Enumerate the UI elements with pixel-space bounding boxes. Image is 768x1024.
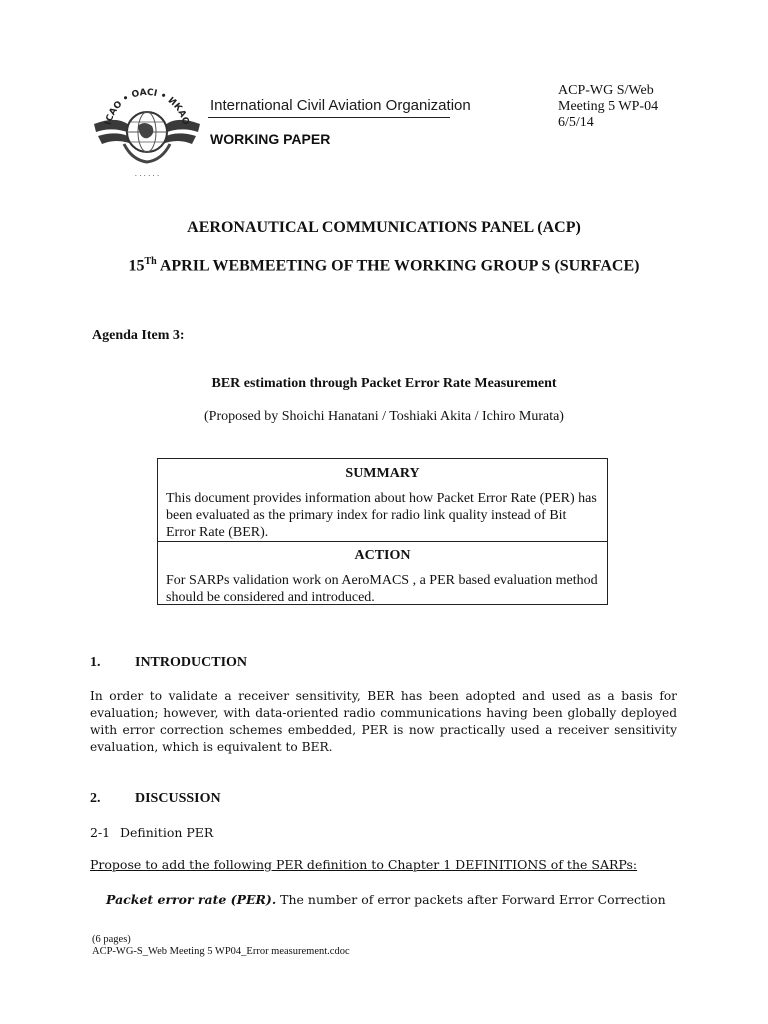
ref-line: ACP-WG S/Web [558, 83, 654, 98]
action-heading: ACTION [354, 548, 411, 563]
meeting-date-suffix: Th [144, 256, 157, 267]
introduction-paragraph: In order to validate a receiver sensitivity, BER has been adopted and used as a basis for evaluation; however, with data-oriented radio communications having been globally deployed with error correction schemes embedded, PER is now practically used a receiver sensitivity evaluation, which is equivalent to BER. [90, 689, 677, 754]
organization-name: International Civil Aviation Organization [210, 97, 471, 114]
meeting-date-number: 15 [128, 257, 145, 275]
summary-action-box [157, 458, 608, 605]
action-text: For SARPs validation work on AeroMACS , a PER based evaluation method should be considered and introduced. [166, 573, 598, 605]
document-title: BER estimation through Packet Error Rate Measurement [211, 376, 557, 391]
definition-text: The number of error packets after Forward Error Correction [276, 892, 666, 907]
logo-text: ICAO • OACI • ИКАО [103, 87, 191, 127]
per-definition [106, 892, 666, 907]
ref-line: Meeting 5 WP-04 [558, 99, 659, 114]
definition-term: Packet error rate (PER). [106, 892, 277, 907]
subsection-number: 2-1 [90, 825, 111, 840]
svg-text:· · · · · ·: · · · · · · [134, 172, 160, 180]
icao-logo [92, 74, 202, 184]
page-footer [92, 934, 350, 958]
paper-type: WORKING PAPER [210, 131, 331, 147]
panel-title: AERONAUTICAL COMMUNICATIONS PANEL (ACP) [187, 219, 581, 236]
agenda-item: Agenda Item 3: [92, 328, 185, 343]
proposal-line: Propose to add the following PER definition to Chapter 1 DEFINITIONS of the SARPs: [90, 857, 638, 872]
page-count: (6 pages) [92, 934, 131, 945]
section-number: 1. [90, 655, 101, 670]
meeting-title-rest: APRIL WEBMEETING OF THE WORKING GROUP S (SURFACE) [156, 257, 640, 275]
organization-rule [208, 117, 450, 118]
authors-line: (Proposed by Shoichi Hanatani / Toshiaki Akita / Ichiro Murata) [204, 409, 564, 424]
box-divider [158, 541, 607, 542]
file-name: ACP-WG-S_Web Meeting 5 WP04_Error measurement.cdoc [92, 946, 350, 957]
summary-heading: SUMMARY [345, 466, 420, 481]
subsection-heading [90, 825, 213, 840]
section-heading-discussion: DISCUSSION [135, 791, 221, 806]
ref-line: 6/5/14 [558, 115, 594, 130]
subsection-title: Definition PER [120, 825, 214, 840]
document-reference [558, 83, 658, 131]
section-heading-introduction: INTRODUCTION [135, 655, 248, 670]
meeting-title [0, 256, 768, 275]
summary-text: This document provides information about how Packet Error Rate (PER) has been evaluated as the primary index for radio link quality instead of Bit Error Rate (BER). [166, 491, 597, 540]
section-number: 2. [90, 791, 101, 806]
